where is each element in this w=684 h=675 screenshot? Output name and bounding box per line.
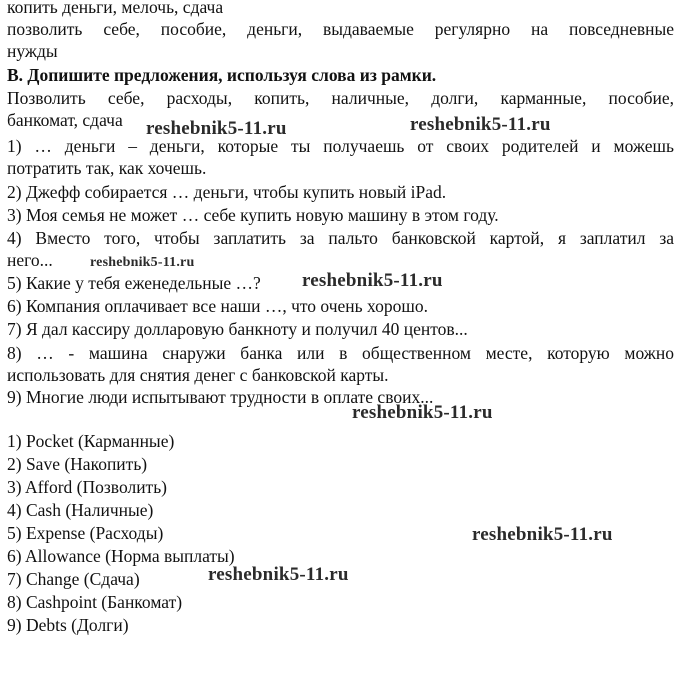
watermark: reshebnik5-11.ru bbox=[472, 524, 613, 545]
vocab-line: позволить себе, пособие, деньги, выдаваемые регулярно на повседневные bbox=[7, 19, 674, 39]
sentence-1-cont: потратить так, как хочешь. bbox=[7, 158, 207, 178]
vocab-line: нужды bbox=[7, 41, 58, 61]
sentence-4-cont: него... bbox=[7, 250, 53, 270]
answer-item: 3) Afford (Позволить) bbox=[7, 477, 168, 497]
word-box-line: банкомат, сдача bbox=[7, 110, 123, 130]
sentence-8: 8) … - машина снаружи банка или в общественном месте, которую можно bbox=[7, 343, 674, 363]
sentence-3: 3) Моя семья не может … себе купить новую машину в этом году. bbox=[7, 205, 499, 225]
watermark: reshebnik5-11.ru bbox=[146, 118, 287, 139]
answer-item: 1) Pocket (Карманные) bbox=[7, 431, 175, 451]
sentence-6: 6) Компания оплачивает все наши …, что очень хорошо. bbox=[7, 296, 428, 316]
watermark: reshebnik5-11.ru bbox=[208, 564, 349, 585]
sentence-5: 5) Какие у тебя еженедельные …? bbox=[7, 273, 261, 293]
vocab-line: копить деньги, мелочь, сдача bbox=[7, 0, 224, 17]
watermark: reshebnik5-11.ru bbox=[410, 114, 551, 135]
answer-item: 4) Cash (Наличные) bbox=[7, 500, 154, 520]
task-heading: B. Допишите предложения, используя слова из рамки. bbox=[7, 65, 437, 85]
answer-item: 7) Change (Сдача) bbox=[7, 569, 140, 589]
word-box-line: Позволить себе, расходы, копить, наличные, долги, карманные, пособие, bbox=[7, 88, 674, 108]
answer-item: 8) Cashpoint (Банкомат) bbox=[7, 592, 183, 612]
sentence-9: 9) Многие люди испытывают трудности в оплате своих... bbox=[7, 387, 434, 407]
answer-item: 5) Expense (Расходы) bbox=[7, 523, 164, 543]
watermark: reshebnik5-11.ru bbox=[302, 270, 443, 291]
answer-item: 6) Allowance (Норма выплаты) bbox=[7, 546, 235, 566]
sentence-2: 2) Джефф собирается … деньги, чтобы купить новый iPad. bbox=[7, 182, 447, 202]
sentence-8-cont: использовать для снятия денег с банковской карты. bbox=[7, 365, 389, 385]
sentence-4: 4) Вместо того, чтобы заплатить за пальто банковской картой, я заплатил за bbox=[7, 228, 674, 248]
answer-item: 9) Debts (Долги) bbox=[7, 615, 129, 635]
watermark: reshebnik5-11.ru bbox=[90, 255, 195, 270]
sentence-1: 1) … деньги – деньги, которые ты получаешь от своих родителей и можешь bbox=[7, 136, 674, 156]
sentence-7: 7) Я дал кассиру долларовую банкноту и получил 40 центов... bbox=[7, 319, 468, 339]
watermark: reshebnik5-11.ru bbox=[352, 402, 493, 423]
answer-item: 2) Save (Накопить) bbox=[7, 454, 148, 474]
